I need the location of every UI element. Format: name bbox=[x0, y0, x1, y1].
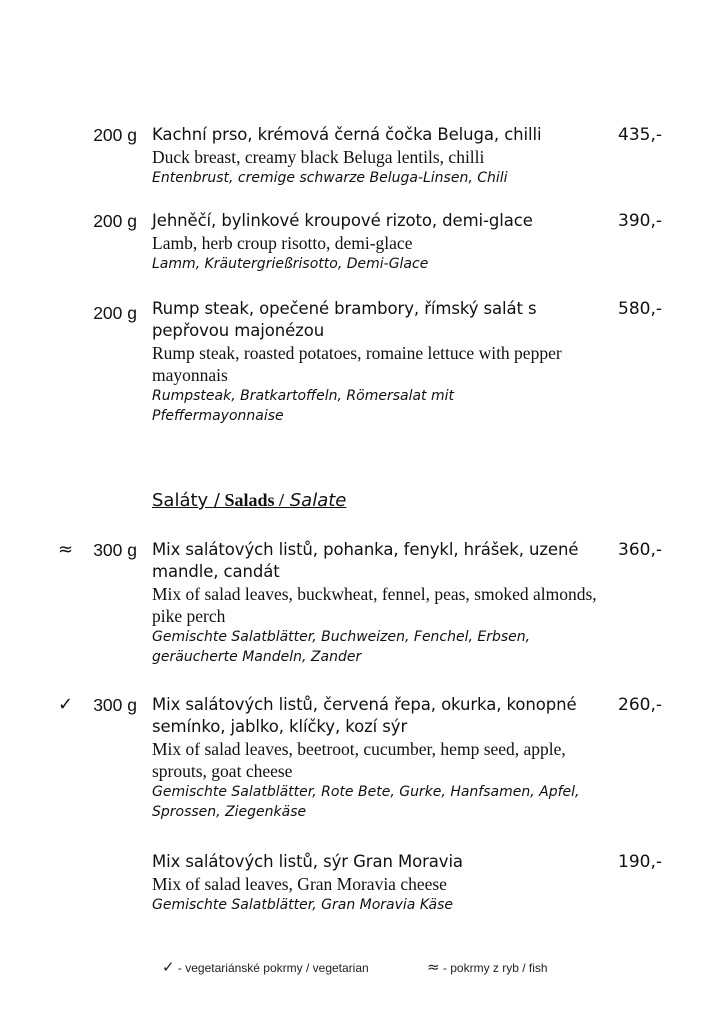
fish-icon: ≈ bbox=[427, 958, 440, 976]
item-name-cz: Mix salátových listů, sýr Gran Moravia bbox=[152, 852, 463, 871]
heading-en: Salads / bbox=[219, 490, 285, 510]
legend-fish bbox=[427, 958, 548, 976]
item-name-cz: Mix salátových listů, pohanka, fenykl, hrášek, uzené mandle, candát bbox=[152, 540, 579, 581]
item-price: 360,- bbox=[618, 540, 662, 560]
item-name-en: Rump steak, roasted potatoes, romaine lettuce with pepper mayonnais bbox=[152, 343, 562, 385]
item-weight: 300 g bbox=[93, 695, 137, 715]
item-name-cz: Kachní prso, krémová černá čočka Beluga, chilli bbox=[152, 125, 542, 144]
item-name-de: Lamm, Kräutergrießrisotto, Demi-Glace bbox=[152, 256, 429, 272]
item-name-cz: Mix salátových listů, červená řepa, okurka, konopné semínko, jablko, klíčky, kozí sýr bbox=[152, 695, 577, 736]
item-price: 580,- bbox=[618, 299, 662, 319]
legend-vegetarian bbox=[162, 958, 369, 976]
legend-vegetarian-text: - vegetariánské pokrmy / vegetarian bbox=[177, 961, 369, 975]
item-price: 190,- bbox=[618, 852, 662, 872]
item-name-de: Gemischte Salatblätter, Buchweizen, Fenchel, Erbsen, geräucherte Mandeln, Zander bbox=[152, 629, 531, 665]
item-name-de: Gemischte Salatblätter, Rote Bete, Gurke, Hanfsamen, Apfel, Sprossen, Ziegenkäse bbox=[152, 784, 580, 820]
item-name-cz: Jehněčí, bylinkové kroupové rizoto, demi-glace bbox=[152, 211, 533, 230]
item-name-en: Lamb, herb croup risotto, demi-glace bbox=[152, 233, 413, 253]
heading-cz: Saláty / bbox=[152, 490, 220, 511]
section-heading-salads bbox=[152, 490, 346, 511]
item-name-de: Gemischte Salatblätter, Gran Moravia Käse bbox=[152, 897, 454, 913]
item-name-de: Entenbrust, cremige schwarze Beluga-Linsen, Chili bbox=[152, 170, 508, 186]
item-name-cz: Rump steak, opečené brambory, římský salát s pepřovou majonézou bbox=[152, 299, 537, 340]
item-price: 390,- bbox=[618, 211, 662, 231]
item-weight: 300 g bbox=[93, 540, 137, 560]
fish-icon: ≈ bbox=[58, 539, 74, 560]
heading-de: Salate bbox=[284, 490, 347, 511]
item-weight: 200 g bbox=[93, 211, 137, 231]
item-name-en: Mix of salad leaves, buckwheat, fennel, peas, smoked almonds, pike perch bbox=[152, 584, 597, 626]
item-name-en: Duck breast, creamy black Beluga lentils, chilli bbox=[152, 147, 485, 167]
legend-fish-text: - pokrmy z ryb / fish bbox=[442, 961, 548, 975]
item-name-de: Rumpsteak, Bratkartoffeln, Römersalat mit Pfeffermayonnaise bbox=[152, 388, 455, 424]
item-name-en: Mix of salad leaves, Gran Moravia cheese bbox=[152, 874, 447, 894]
item-name-en: Mix of salad leaves, beetroot, cucumber, hemp seed, apple, sprouts, goat cheese bbox=[152, 739, 566, 781]
checkmark-icon: ✓ bbox=[162, 958, 175, 976]
checkmark-vegetarian-icon: ✓ bbox=[58, 694, 74, 715]
item-weight: 200 g bbox=[93, 303, 137, 323]
item-weight: 200 g bbox=[93, 125, 137, 145]
item-price: 435,- bbox=[618, 125, 662, 145]
item-price: 260,- bbox=[618, 695, 662, 715]
